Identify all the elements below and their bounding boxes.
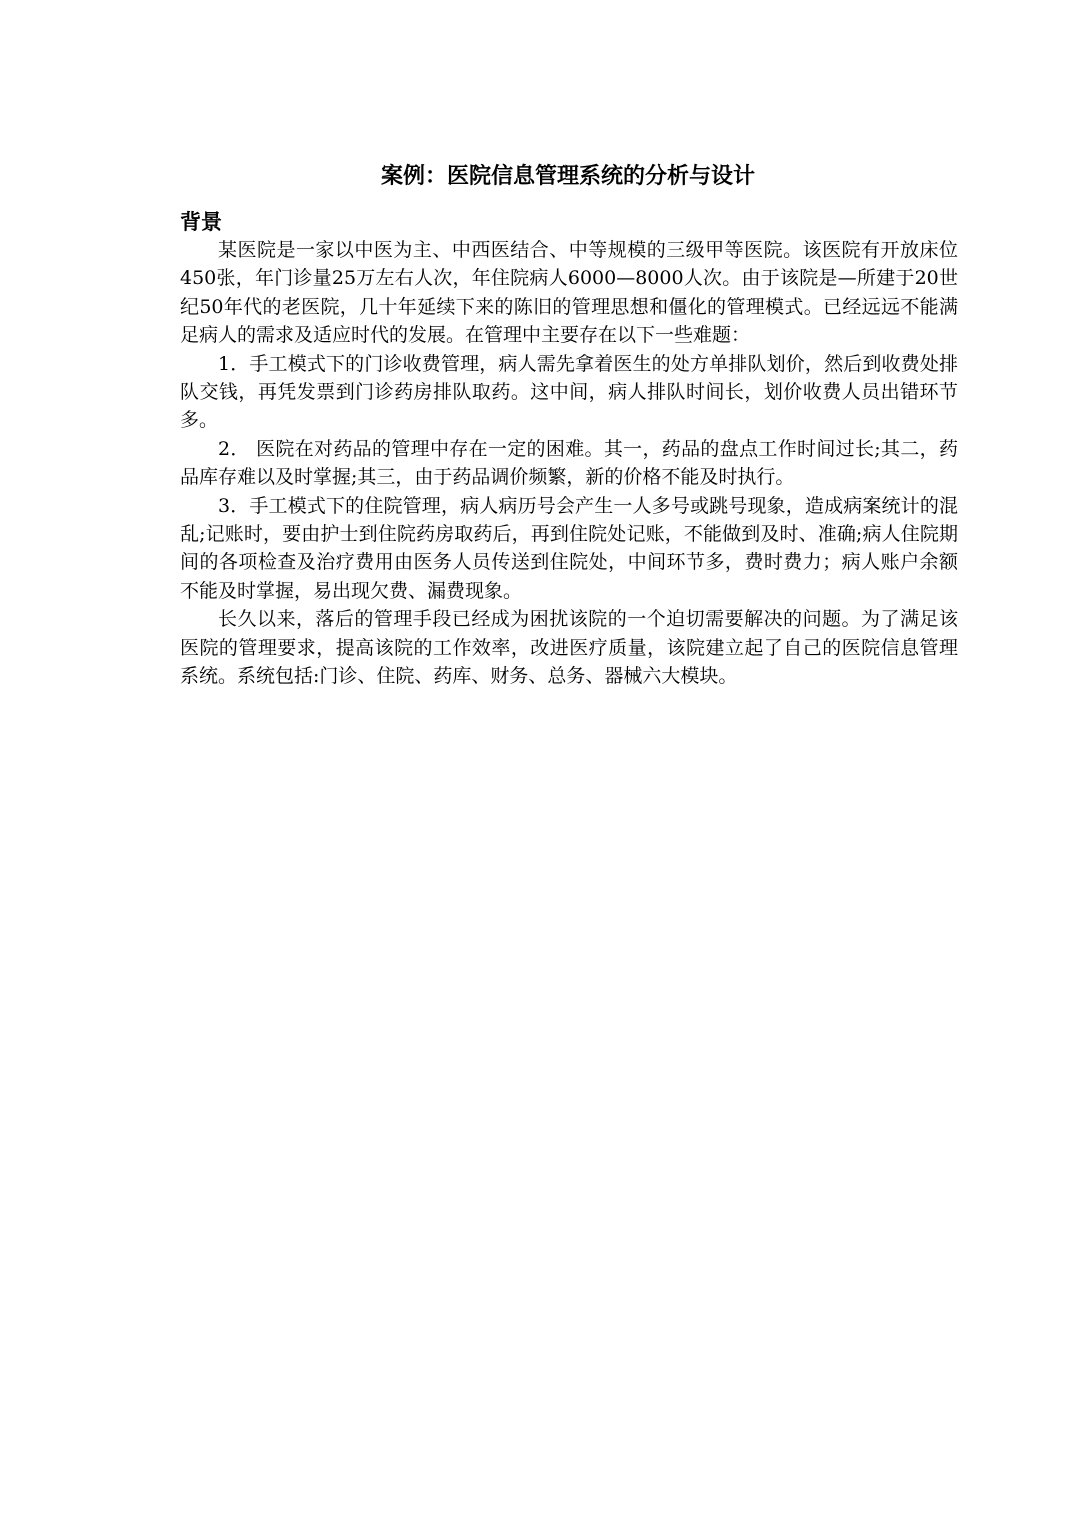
paragraph-item-1: 1．手工模式下的门诊收费管理，病人需先拿着医生的处方单排队划价，然后到收费处排队交钱，再凭发票到门诊药房排队取药。这中间，病人排队时间长，划价收费人员出错环节多。: [180, 352, 958, 432]
paragraph-item-3: 3．手工模式下的住院管理，病人病历号会产生一人多号或跳号现象，造成病案统计的混乱;记账时，要由护士到住院药房取药后，再到住院处记账，不能做到及时、准确;病人住院期间的各项检查及治疗费用由医务人员传送到住院处，中间环节多，费时费力；病人账户余额不能及时掌握，易出现欠费、漏费现象。: [180, 494, 958, 602]
section-heading-background: 背景: [180, 210, 222, 234]
document-title: 案例：医院信息管理系统的分析与设计: [380, 164, 755, 189]
paragraph-intro: 某医院是一家以中医为主、中西医结合、中等规模的三级甲等医院。该医院有开放床位450张，年门诊量25万左右人次，年住院病人6000—8000人次。由于该院是—所建于20世纪50年代的老医院，几十年延续下来的陈旧的管理思想和僵化的管理模式。已经远远不能满足病人的需求及适应时代的发展。在管理中主要存在以下一些难题：: [180, 239, 958, 347]
paragraph-item-2: 2． 医院在对药品的管理中存在一定的困难。其一，药品的盘点工作时间过长;其二，药品库存难以及时掌握;其三，由于药品调价频繁，新的价格不能及时执行。: [180, 437, 958, 489]
body-text: [180, 236, 958, 691]
paragraph-conclusion: 长久以来，落后的管理手段已经成为困扰该院的一个迫切需要解决的问题。为了满足该医院的管理要求，提高该院的工作效率，改进医疗质量，该院建立起了自己的医院信息管理系统。系统包括:门诊、住院、药库、财务、总务、器械六大模块。: [180, 608, 958, 688]
